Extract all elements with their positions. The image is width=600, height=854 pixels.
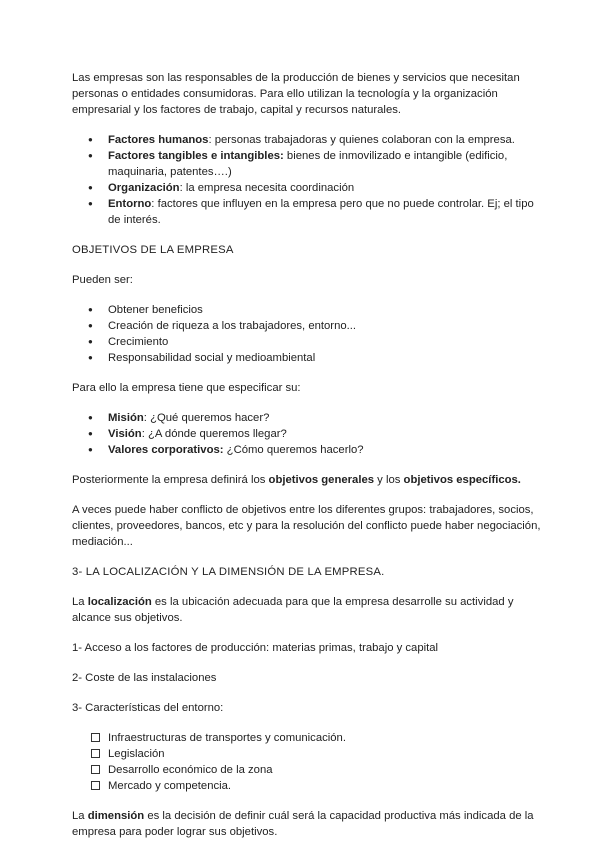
posteriormente-paragraph: Posteriormente la empresa definirá los objetivos generales y los objetivos específicos. xyxy=(72,474,521,486)
localizacion-paragraph: La localización es la ubicación adecuada para que la empresa desarrolle su actividad y alcance sus objetivos. xyxy=(72,596,514,624)
list-item: ● Organización: la empresa necesita coordinación xyxy=(72,180,542,196)
entorno-checklist xyxy=(72,730,542,794)
dimension-paragraph: La dimensión es la decisión de definir cuál será la capacidad productiva más indicada de la empresa para poder lograr sus objetivos. xyxy=(72,810,534,838)
checkbox-icon xyxy=(91,733,100,742)
list-item: ● Valores corporativos: ¿Cómo queremos hacerlo? xyxy=(72,442,542,458)
numbered-item-2: 2- Coste de las instalaciones xyxy=(72,672,217,684)
list-item: ● Entorno: factores que influyen en la empresa pero que no puede controlar. Ej; el tipo de interés. xyxy=(72,196,542,228)
list-item: ● Crecimiento xyxy=(72,334,542,350)
objetivos-list xyxy=(72,302,542,366)
mision-list xyxy=(72,410,542,458)
list-item: ● Obtener beneficios xyxy=(72,302,542,318)
checkbox-icon xyxy=(91,781,100,790)
list-item: ● Creación de riqueza a los trabajadores, entorno... xyxy=(72,318,542,334)
list-item: ● Misión: ¿Qué queremos hacer? xyxy=(72,410,542,426)
especificar-text: Para ello la empresa tiene que especificar su: xyxy=(72,382,301,394)
list-item: ● Factores humanos: personas trabajadoras y quienes colaboran con la empresa. xyxy=(72,132,542,148)
checklist-item: Desarrollo económico de la zona xyxy=(72,762,542,778)
section-heading-localizacion: 3- LA LOCALIZACIÓN Y LA DIMENSIÓN DE LA EMPRESA. xyxy=(72,566,385,578)
pueden-ser-text: Pueden ser: xyxy=(72,274,133,286)
conflicto-paragraph: A veces puede haber conflicto de objetivos entre los diferentes grupos: trabajadores, socios, clientes, proveedores, bancos, etc y para la resolución del conflicto puede haber negociación, mediación... xyxy=(72,504,541,548)
checkbox-icon xyxy=(91,749,100,758)
document-content xyxy=(72,70,542,854)
checklist-item: Infraestructuras de transportes y comunicación. xyxy=(72,730,542,746)
numbered-item-1: 1- Acceso a los factores de producción: materias primas, trabajo y capital xyxy=(72,642,439,654)
factores-list xyxy=(72,132,542,228)
section-heading-objetivos: OBJETIVOS DE LA EMPRESA xyxy=(72,244,234,256)
list-item: ● Responsabilidad social y medioambiental xyxy=(72,350,542,366)
list-item: ● Factores tangibles e intangibles: bienes de inmovilizado e intangible (edificio, maquinaria, patentes….) xyxy=(72,148,542,180)
checklist-item: Mercado y competencia. xyxy=(72,778,542,794)
intro-paragraph: Las empresas son las responsables de la producción de bienes y servicios que necesitan personas o entidades consumidoras. Para ello utilizan la tecnología y la organización empresarial y los factores de trabajo, capital y recursos naturales. xyxy=(72,72,520,116)
list-item: ● Visión: ¿A dónde queremos llegar? xyxy=(72,426,542,442)
numbered-item-3: 3- Características del entorno: xyxy=(72,702,224,714)
checklist-item: Legislación xyxy=(72,746,542,762)
checkbox-icon xyxy=(91,765,100,774)
